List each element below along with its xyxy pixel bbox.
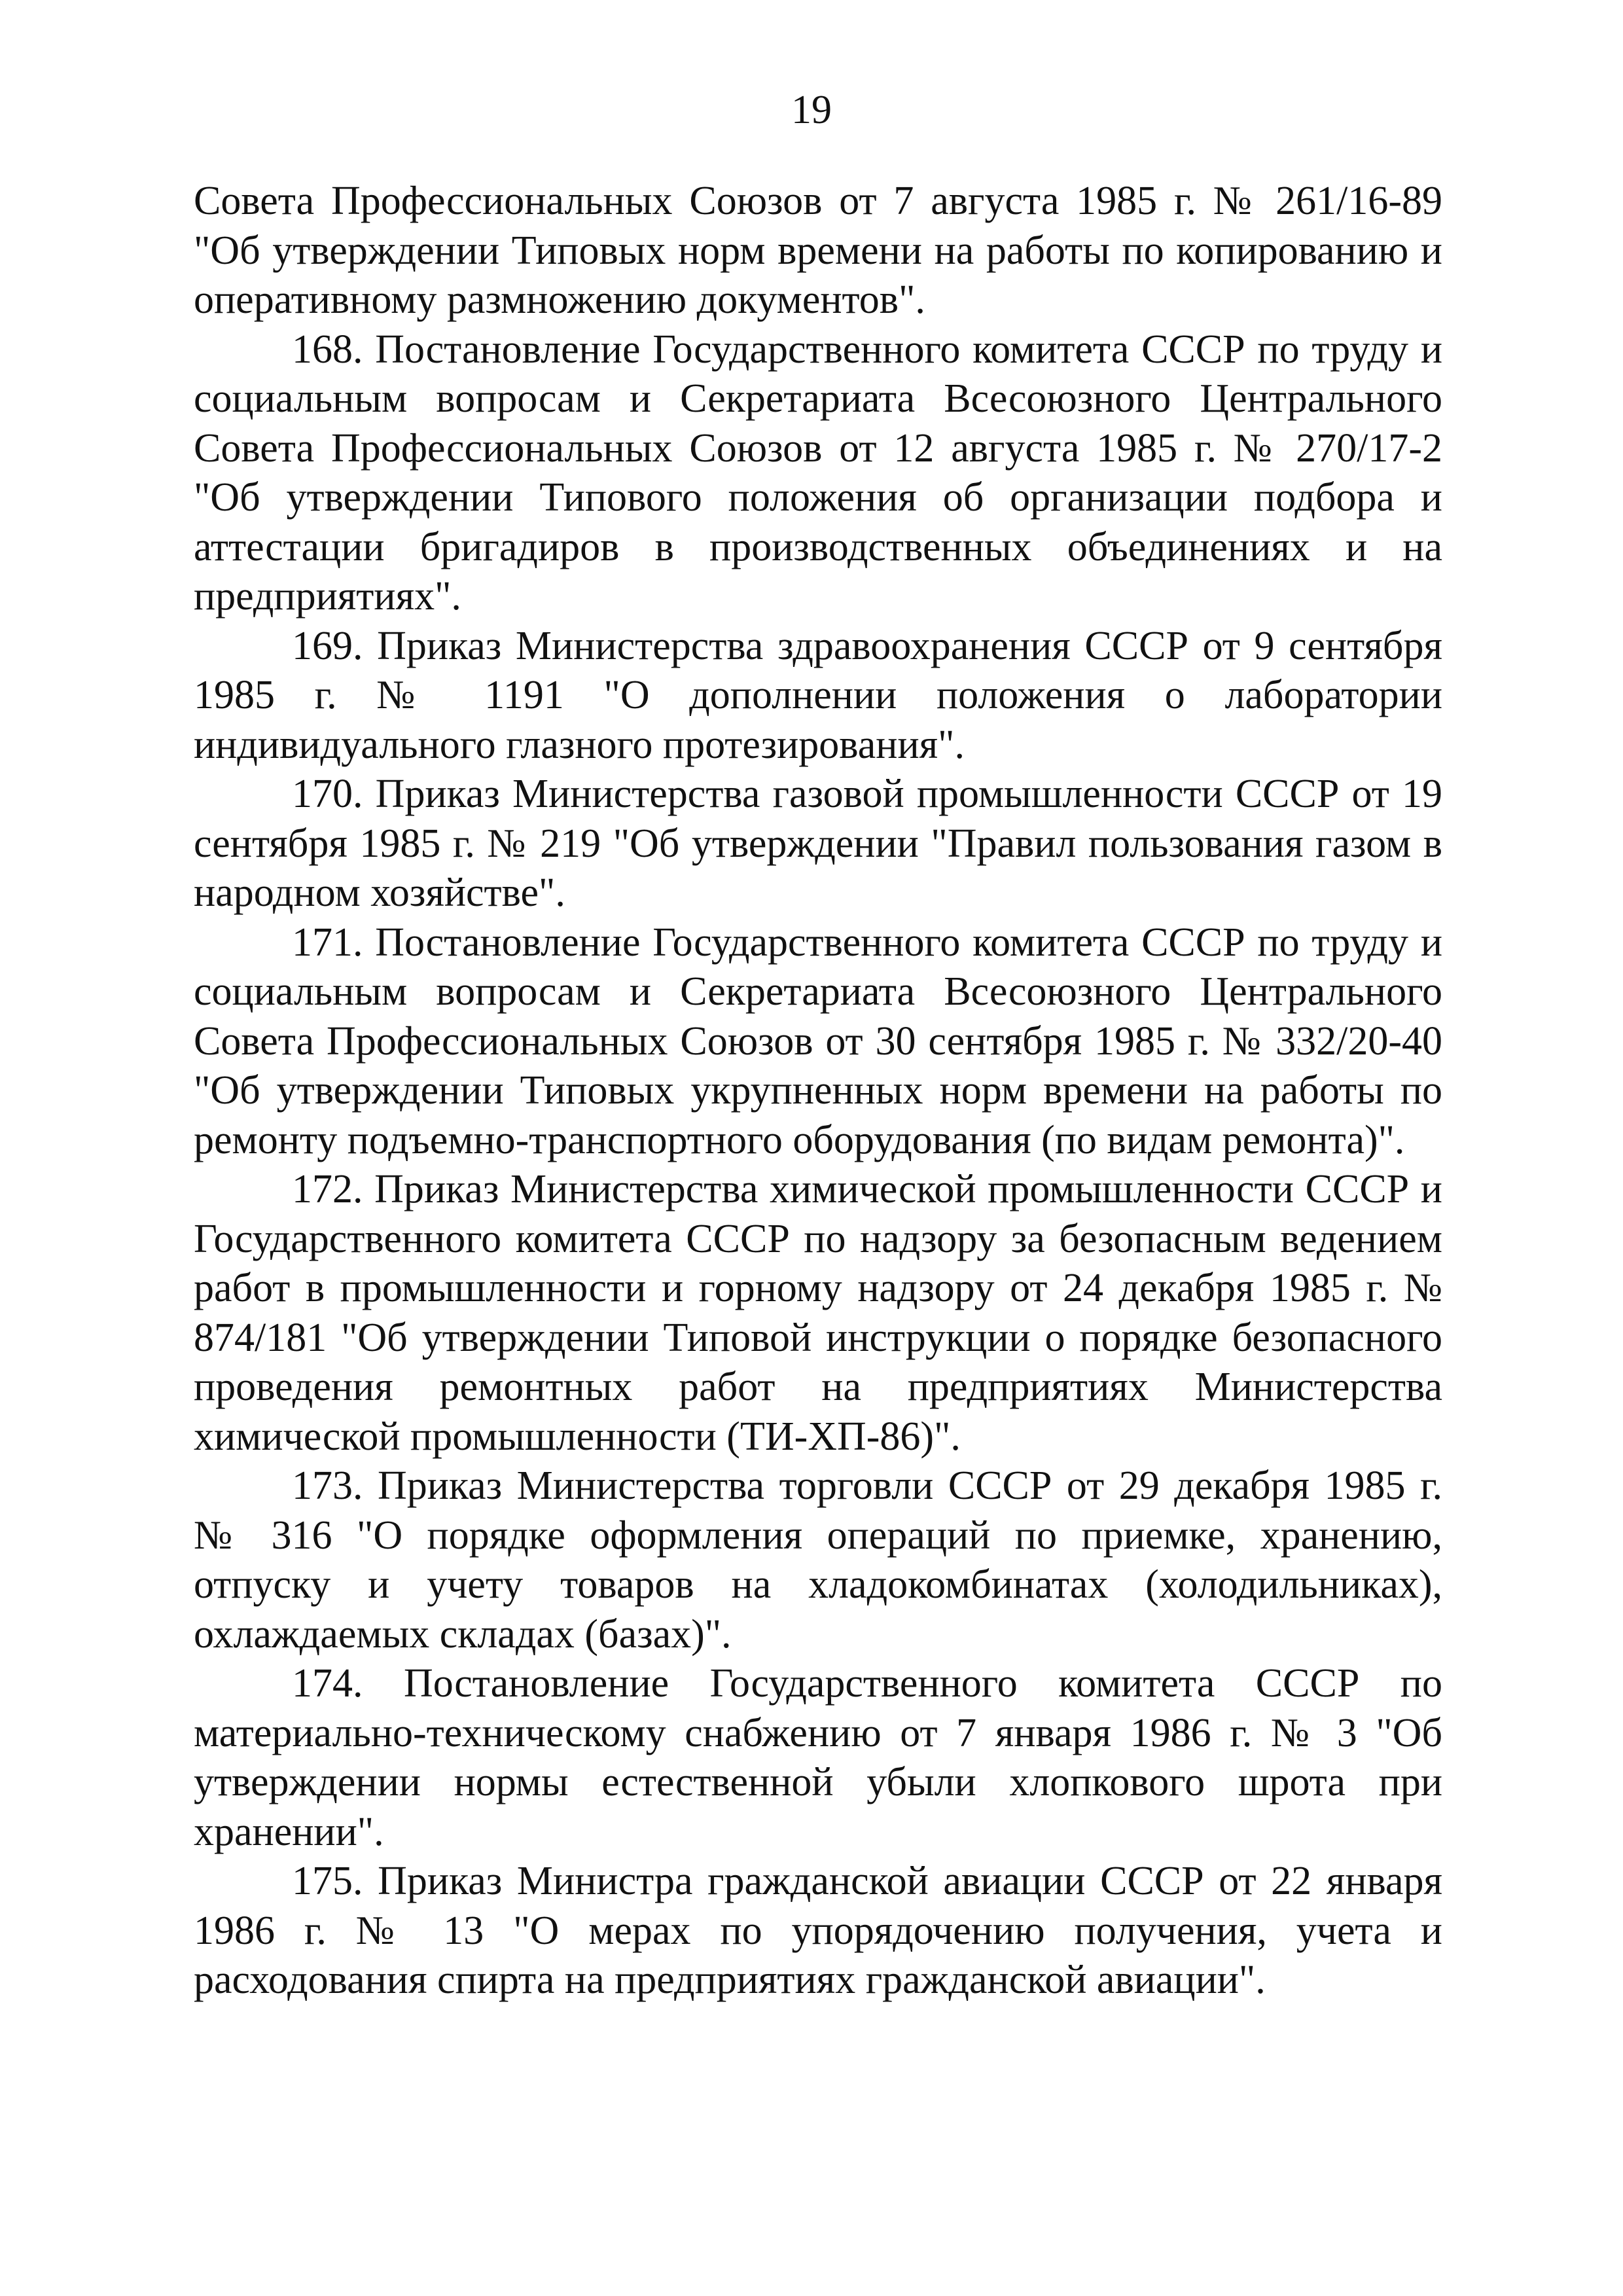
document-body — [194, 177, 1442, 2005]
list-item-175: 175. Приказ Министра гражданской авиации СССР от 22 января 1986 г. № 13 "О мерах по упорядочению получения, учета и расходования спирта на предприятиях гражданской авиации". — [194, 1859, 1442, 2002]
paragraph-continuation: Совета Профессиональных Союзов от 7 августа 1985 г. № 261/16-89 "Об утверждении Типовых норм времени на работы по копированию и оперативному размножению документов". — [194, 179, 1442, 322]
list-item-173: 173. Приказ Министерства торговли СССР от 29 декабря 1985 г. № 316 "О порядке оформления операций по приемке, хранению, отпуску и учету товаров на хладокомбинатах (холодильниках), охлаждаемых складах (базах)". — [194, 1463, 1442, 1657]
list-item-171: 171. Постановление Государственного комитета СССР по труду и социальным вопросам и Секретариата Всесоюзного Центрального Совета Профессиональных Союзов от 30 сентября 1985 г. № 332/20-40 "Об утверждении Типовых укрупненных норм времени на работы по ремонту подъемно-транспортного оборудования (по видам ремонта)". — [194, 920, 1442, 1162]
page-number: 19 — [791, 88, 832, 132]
list-item-172: 172. Приказ Министерства химической промышленности СССР и Государственного комитета СССР по надзору за безопасным ведением работ в промышленности и горному надзору от 24 декабря 1985 г. № 874/181 "Об утверждении Типовой инструкции о порядке безопасного проведения ремонтных работ на предприятиях Министерства химической промышленности (ТИ-ХП-86)". — [194, 1167, 1442, 1459]
list-item-170: 170. Приказ Министерства газовой промышленности СССР от 19 сентября 1985 г. № 219 "Об утверждении "Правил пользования газом в народном хозяйстве". — [194, 772, 1442, 915]
list-item-169: 169. Приказ Министерства здравоохранения СССР от 9 сентября 1985 г. № 1191 "О дополнении положения о лаборатории индивидуального глазного протезирования". — [194, 623, 1442, 767]
list-item-168: 168. Постановление Государственного комитета СССР по труду и социальным вопросам и Секретариата Всесоюзного Центрального Совета Профессиональных Союзов от 12 августа 1985 г. № 270/17-2 "Об утверждении Типового положения об организации подбора и аттестации бригадиров в производственных объединениях и на предприятиях". — [194, 327, 1442, 619]
list-item-174: 174. Постановление Государственного комитета СССР по материально-техническому снабжению от 7 января 1986 г. № 3 "Об утверждении нормы естественной убыли хлопкового шрота при хранении". — [194, 1661, 1442, 1854]
